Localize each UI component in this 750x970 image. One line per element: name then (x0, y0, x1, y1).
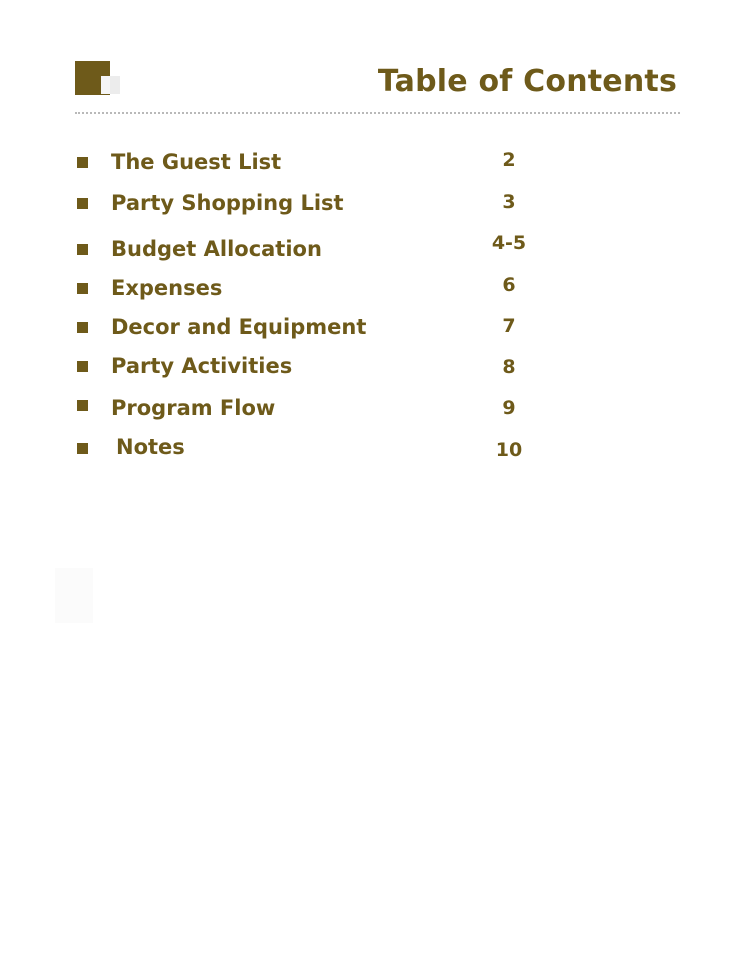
toc-entry-shopping-list[interactable] (0, 190, 600, 216)
toc-entry-notes[interactable] (0, 434, 600, 460)
faint-side-mark (55, 568, 93, 623)
square-bullet-icon (77, 157, 88, 168)
toc-entry-label: Budget Allocation (111, 237, 322, 261)
toc-entry-decor-equipment[interactable] (0, 314, 600, 340)
toc-entry-label: Party Activities (111, 354, 293, 378)
logo-notch-shade (101, 76, 110, 94)
square-bullet-icon (77, 400, 88, 411)
toc-entry-budget-allocation[interactable] (0, 232, 600, 262)
square-bullet-icon (77, 361, 88, 372)
toc-entry-program-flow[interactable] (0, 395, 600, 421)
toc-entry-guest-list[interactable] (0, 149, 600, 175)
toc-entry-expenses[interactable] (0, 275, 600, 301)
toc-entry-page: 6 (502, 274, 516, 296)
toc-entry-page: 7 (502, 315, 516, 337)
toc-entry-page: 2 (502, 149, 516, 171)
toc-entry-page: 3 (502, 191, 516, 213)
square-bullet-icon (77, 322, 88, 333)
toc-entry-label: The Guest List (111, 150, 282, 174)
toc-entry-party-activities[interactable] (0, 353, 600, 379)
square-bullet-icon (77, 244, 88, 255)
toc-entry-label: Program Flow (111, 396, 276, 420)
toc-entry-page: 9 (502, 397, 516, 419)
square-bullet-icon (77, 283, 88, 294)
page-title: Table of Contents (377, 64, 677, 99)
dotted-divider (75, 112, 680, 114)
square-bullet-icon (77, 198, 88, 209)
toc-entry-label: Party Shopping List (111, 191, 344, 215)
toc-entry-label: Expenses (111, 276, 223, 300)
toc-entry-page: 10 (495, 439, 523, 461)
toc-entry-page: 8 (502, 356, 516, 378)
toc-entry-label: Decor and Equipment (111, 315, 367, 339)
toc-entry-label: Notes (116, 435, 185, 459)
square-bullet-icon (77, 443, 88, 454)
toc-entry-page: 4-5 (491, 232, 527, 254)
